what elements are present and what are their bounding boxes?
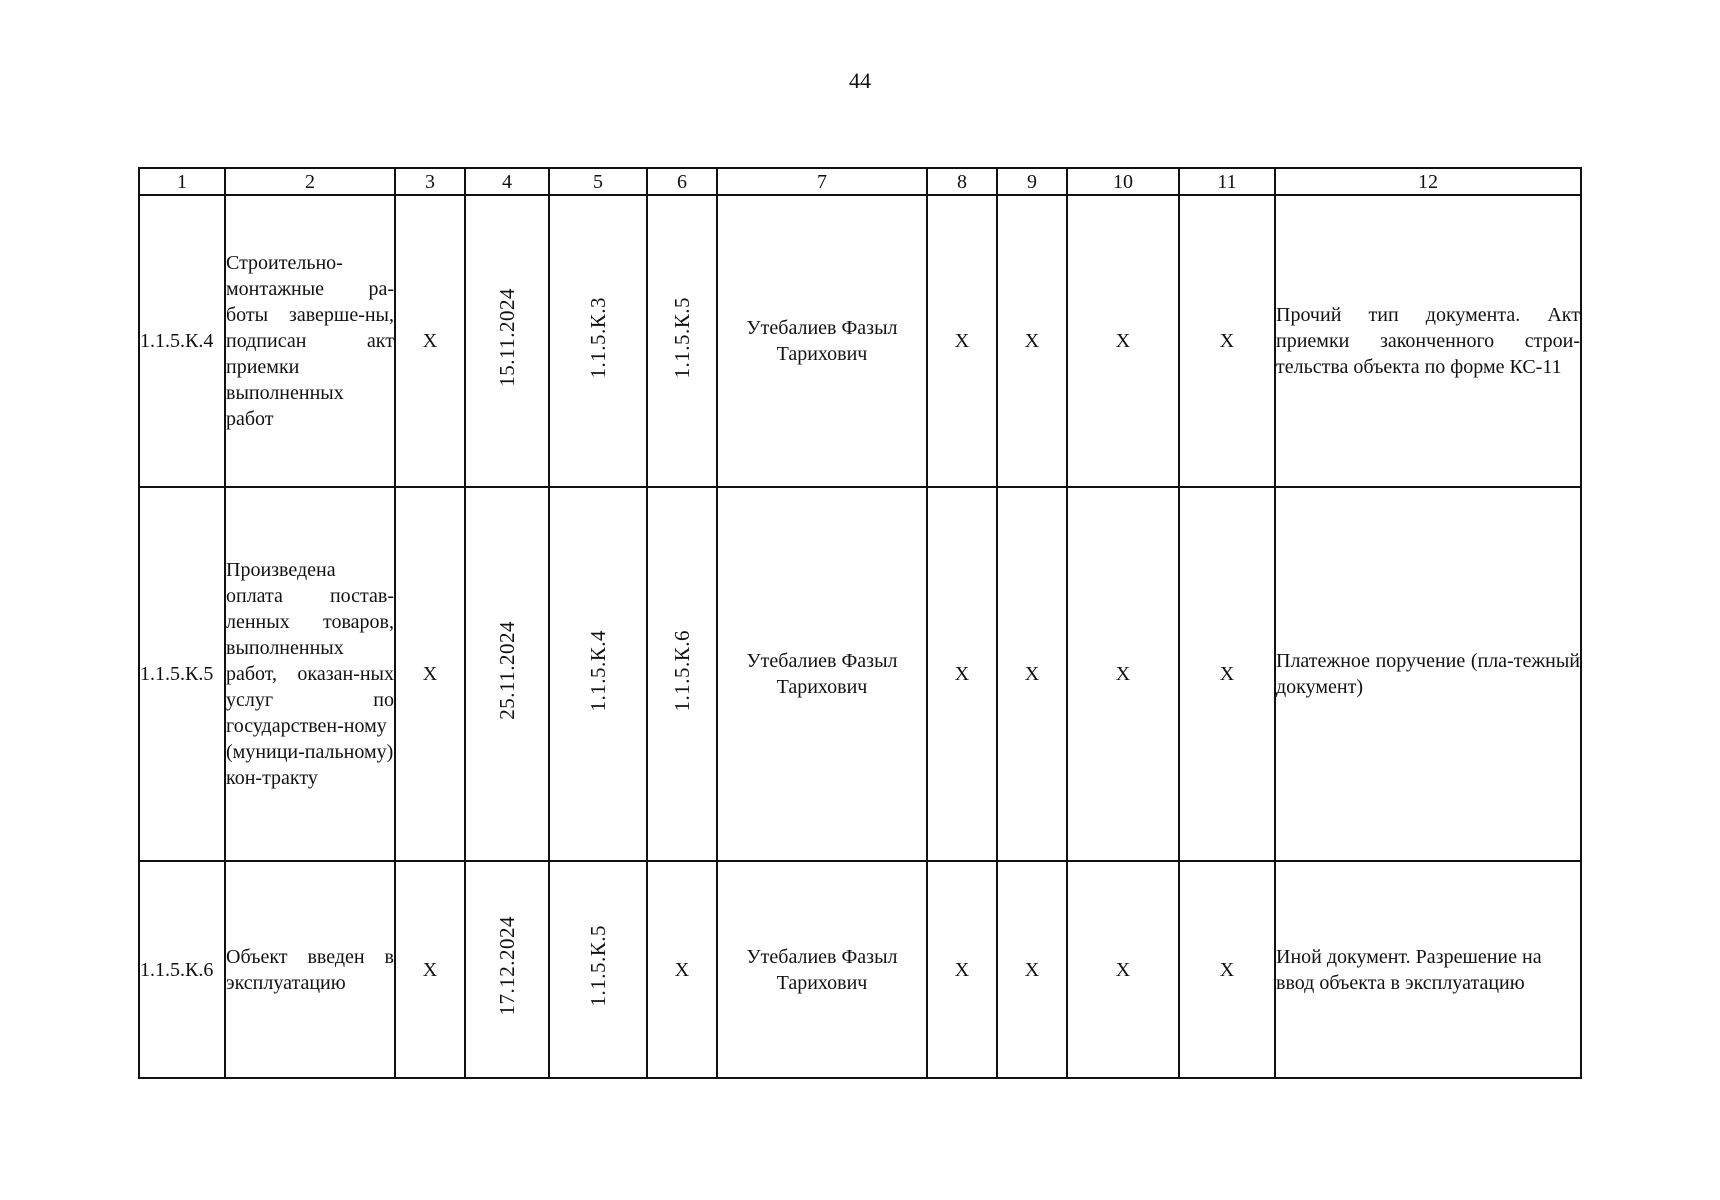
responsible-person: Утебалиев Фазыл Тарихович	[717, 487, 927, 861]
col9-mark: Х	[997, 195, 1067, 487]
responsible-person: Утебалиев Фазыл Тарихович	[717, 195, 927, 487]
column-number-10: 10	[1067, 168, 1179, 195]
table-row	[139, 487, 1581, 861]
column-number-8: 8	[927, 168, 997, 195]
col3-mark: Х	[395, 195, 465, 487]
column-number-1: 1	[139, 168, 225, 195]
column-number-5: 5	[549, 168, 647, 195]
event-description: Объект введен в эксплуатацию	[225, 861, 395, 1078]
table-row	[139, 861, 1581, 1078]
col11-mark: Х	[1179, 487, 1275, 861]
column-number-12: 12	[1275, 168, 1581, 195]
previous-event-code: 1.1.5.К.3	[586, 296, 610, 379]
col10-mark: Х	[1067, 487, 1179, 861]
event-date: 17.12.2024	[495, 916, 519, 1016]
column-number-row	[139, 168, 1581, 195]
event-date: 25.11.2024	[495, 621, 519, 720]
col8-mark: Х	[927, 195, 997, 487]
column-number-11: 11	[1179, 168, 1275, 195]
row-code: 1.1.5.К.6	[139, 861, 225, 1078]
col11-mark: Х	[1179, 195, 1275, 487]
responsible-person: Утебалиев Фазыл Тарихович	[717, 861, 927, 1078]
row-code: 1.1.5.К.5	[139, 487, 225, 861]
col10-mark: Х	[1067, 861, 1179, 1078]
table-row	[139, 195, 1581, 487]
next-event-code: 1.1.5.К.5	[670, 296, 694, 379]
col9-mark: Х	[997, 861, 1067, 1078]
previous-event-code: 1.1.5.К.5	[586, 925, 610, 1007]
column-number-3: 3	[395, 168, 465, 195]
previous-event-code: 1.1.5.К.4	[586, 629, 610, 712]
col3-mark: Х	[395, 861, 465, 1078]
event-description: Произведена оплата постав-ленных товаров, выполненных работ, оказан-ных услуг по государствен-ному (муници-пальному) кон-тракту	[225, 487, 395, 861]
document-type: Платежное поручение (пла-тежный документ)	[1275, 487, 1581, 861]
event-date: 15.11.2024	[495, 288, 519, 387]
col10-mark: Х	[1067, 195, 1179, 487]
document-type: Иной документ. Разрешение на ввод объекта в эксплуатацию	[1275, 861, 1581, 1078]
row-code: 1.1.5.К.4	[139, 195, 225, 487]
next-event-code: 1.1.5.К.6	[670, 629, 694, 712]
next-event-mark: Х	[647, 861, 717, 1078]
column-number-9: 9	[997, 168, 1067, 195]
col8-mark: Х	[927, 861, 997, 1078]
column-number-4: 4	[465, 168, 549, 195]
col11-mark: Х	[1179, 861, 1275, 1078]
document-type: Прочий тип документа. Акт приемки законченного строи-тельства объекта по форме КС-11	[1275, 195, 1581, 487]
column-number-6: 6	[647, 168, 717, 195]
control-points-table	[138, 167, 1582, 1079]
col3-mark: Х	[395, 487, 465, 861]
col8-mark: Х	[927, 487, 997, 861]
event-description: Строительно-монтажные ра-боты заверше-ны, подписан акт приемки выполненных работ	[225, 195, 395, 487]
column-number-7: 7	[717, 168, 927, 195]
col9-mark: Х	[997, 487, 1067, 861]
page-number: 44	[849, 68, 871, 93]
column-number-2: 2	[225, 168, 395, 195]
